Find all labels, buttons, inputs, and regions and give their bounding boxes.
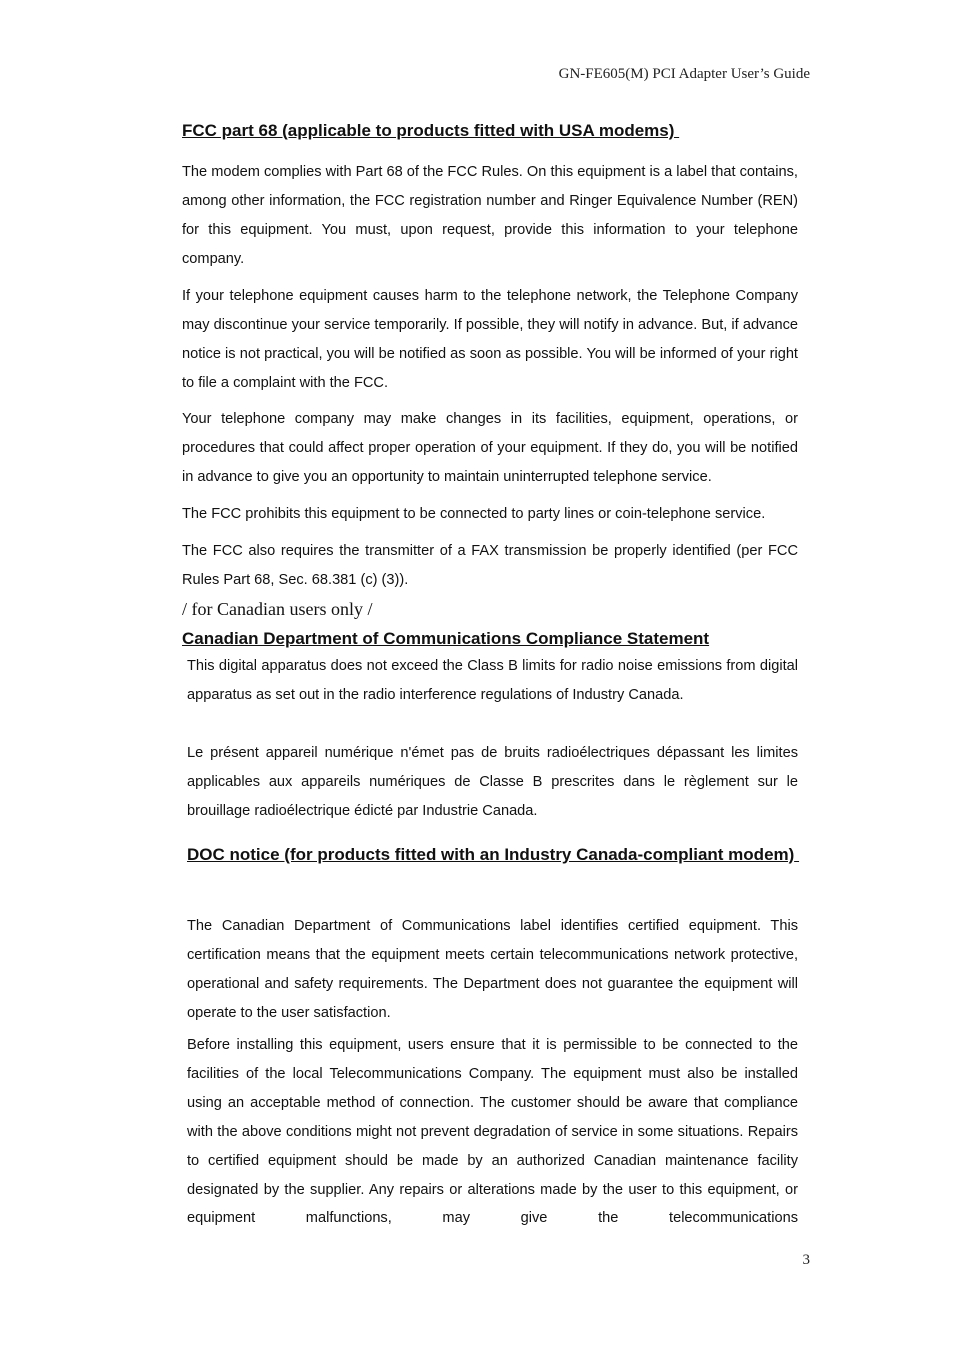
doc-heading-block — [187, 840, 798, 869]
paragraph: This digital apparatus does not exceed the Class B limits for radio noise emissions from digital apparatus as set out in the radio interference regulations of Industry Canada. — [187, 658, 798, 703]
fcc-part68-paragraph-3 — [182, 405, 798, 492]
doc-paragraph-2 — [187, 1031, 798, 1233]
page-header: GN-FE605(M) PCI Adapter User’s Guide — [558, 66, 810, 82]
paragraph: Le présent appareil numérique n'émet pas de bruits radioélectriques dépassant les limites applicables aux appareils numériques de Classe B prescrites dans le règlement sur le brouillage radioélectrique édicté par Industrie Canada. — [187, 745, 798, 819]
paragraph: Before installing this equipment, users ensure that it is permissible to be connected to the facilities of the local Telecommunications Company. The equipment must also be installed using an acceptable method of connection. The customer should be aware that compliance with the above conditions might not prevent degradation of service in some situations. Repairs to certified equipment should be made by an authorized Canadian maintenance facility designated by the supplier. Any repairs or alterations made by the user to this equipment, or equipment malfunctions, may give the telecommunications — [187, 1037, 798, 1227]
paragraph: If your telephone equipment causes harm to the telephone network, the Telephone Company may discontinue your service temporarily. If possible, they will notify in advance. But, if advance notice is not practical, you will be notified as soon as possible. You will be informed of your right to file a complaint with the FCC. — [182, 288, 798, 391]
paragraph: Your telephone company may make changes in its facilities, equipment, operations, or procedures that could affect proper operation of your equipment. If they do, you will be notified in advance to give you an opportunity to maintain uninterrupted telephone service. — [182, 411, 798, 485]
paragraph: The Canadian Department of Communications label identifies certified equipment. This certification means that the equipment meets certain telecommunications network protective, operational and safety requirements. The Department does not guarantee the equipment will operate to the user satisfaction. — [187, 918, 798, 1021]
fcc-part68-paragraph-5 — [182, 537, 798, 595]
canadian-users-note — [182, 595, 798, 623]
fcc-part68-paragraph-1 — [182, 158, 798, 274]
paragraph: The FCC prohibits this equipment to be connected to party lines or coin-telephone service. — [182, 506, 766, 522]
doc-paragraph-1 — [187, 912, 798, 1028]
fcc-part68-paragraph-4 — [182, 500, 798, 529]
fcc-part68-paragraph-2 — [182, 282, 798, 398]
paragraph: The FCC also requires the transmitter of a FAX transmission be properly identified (per FCC Rules Part 68, Sec. 68.381 (c) (3)). — [182, 543, 798, 588]
fcc-part68-heading: FCC part 68 (applicable to products fitted with USA modems) — [182, 121, 680, 140]
canadian-paragraph-2 — [187, 739, 798, 826]
canadian-heading: Canadian Department of Communications Compliance Statement — [182, 629, 710, 648]
canadian-paragraph-1 — [187, 652, 798, 710]
page-number: 3 — [802, 1252, 810, 1268]
doc-heading: DOC notice (for products fitted with an Industry Canada-compliant modem) — [187, 845, 800, 864]
canadian-note: / for Canadian users only / — [182, 599, 373, 619]
paragraph: The modem complies with Part 68 of the FCC Rules. On this equipment is a label that contains, among other information, the FCC registration number and Ringer Equivalence Number (REN) for this equipment. You must, upon request, provide this information to your telephone company. — [182, 164, 798, 267]
canadian-heading-block — [182, 624, 798, 653]
fcc-part68-heading-block — [182, 116, 798, 145]
